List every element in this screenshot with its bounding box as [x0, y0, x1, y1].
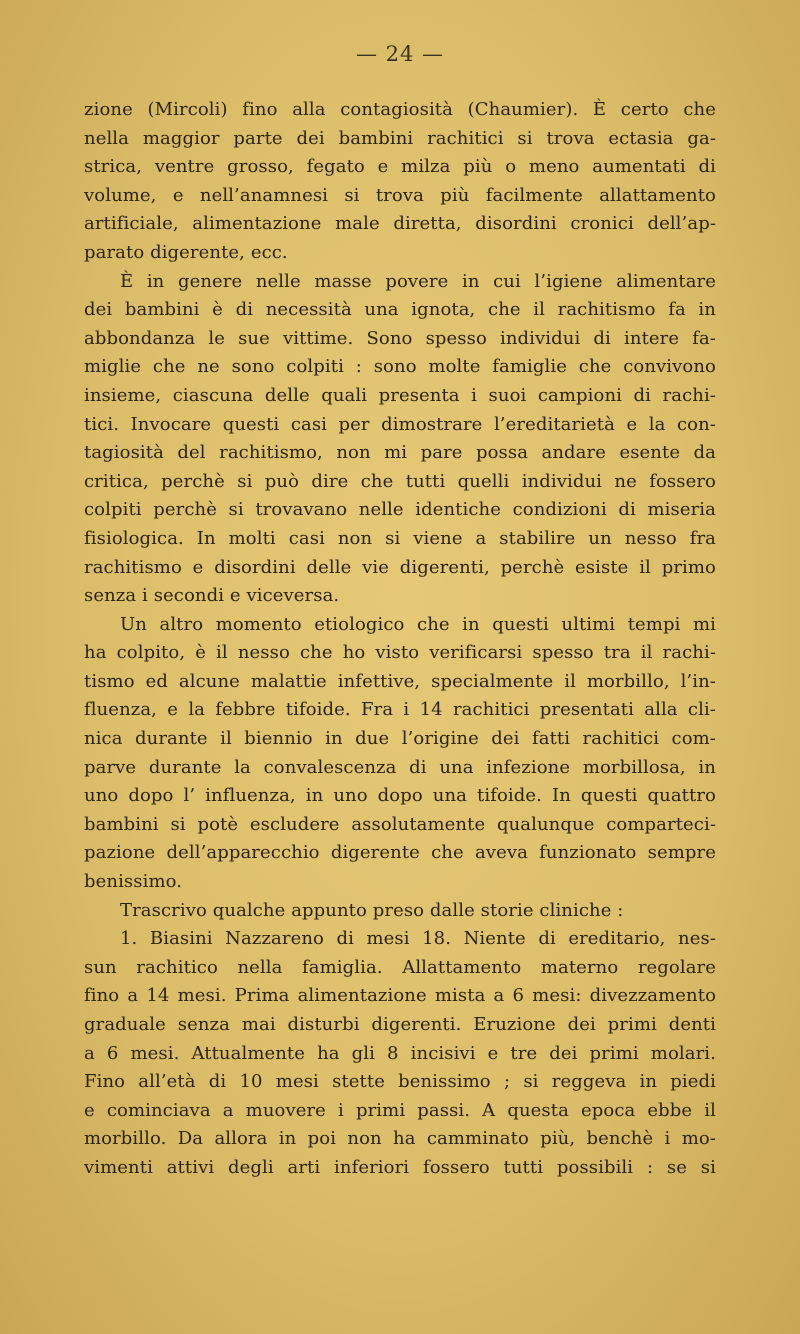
- paragraph-5: [84, 925, 716, 1182]
- text-line: 1. Biasini Nazzareno di mesi 18. Niente di ereditario, nes-: [120, 928, 716, 950]
- text-line: ha colpito, è il nesso che ho visto verificarsi spesso tra il rachi-: [84, 642, 716, 664]
- text-line: critica, perchè si può dire che tutti quelli individui ne fossero: [84, 470, 716, 492]
- text-line: e cominciava a muovere i primi passi. A questa epoca ebbe il: [84, 1099, 716, 1121]
- text-line: fluenza, e la febbre tifoide. Fra i 14 rachitici presentati alla cli-: [84, 699, 716, 721]
- text-line: benissimo.: [84, 871, 183, 893]
- text-line: Fino all’età di 10 mesi stette benissimo ; si reggeva in piedi: [84, 1071, 716, 1093]
- text-line: parve durante la convalescenza di una infezione morbillosa, in: [84, 756, 716, 778]
- text-line: colpiti perchè si trovavano nelle identiche condizioni di miseria: [84, 499, 716, 521]
- text-line: parato digerente, ecc.: [84, 241, 288, 263]
- text-line: sun rachitico nella famiglia. Allattamento materno regolare: [84, 956, 716, 978]
- text-line: tagiosità del rachitismo, non mi pare possa andare esente da: [84, 442, 716, 464]
- text-line: nica durante il biennio in due l’origine dei fatti rachitici com-: [84, 728, 716, 750]
- text-line: Un altro momento etiologico che in questi ultimi tempi mi: [120, 613, 716, 635]
- paragraph-4: [84, 897, 716, 926]
- text-line: dei bambini è di necessità una ignota, che il rachitismo fa in: [84, 299, 716, 321]
- text-line: rachitismo e disordini delle vie digerenti, perchè esiste il primo: [84, 556, 716, 578]
- text-line: bambini si potè escludere assolutamente qualunque comparteci-: [84, 813, 716, 835]
- text-line: abbondanza le sue vittime. Sono spesso individui di intere fa-: [84, 327, 716, 349]
- text-line: strica, ventre grosso, fegato e milza più o meno aumentati di: [84, 156, 716, 178]
- text-line: uno dopo l’ influenza, in uno dopo una tifoide. In questi quattro: [84, 785, 716, 807]
- text-line: fisiologica. In molti casi non si viene a stabilire un nesso fra: [84, 527, 716, 549]
- text-line: insieme, ciascuna delle quali presenta i suoi campioni di rachi-: [84, 384, 716, 406]
- text-line: zione (Mircoli) fino alla contagiosità (Chaumier). È certo che: [84, 99, 716, 120]
- text-line: volume, e nell’anamnesi si trova più facilmente allattamento: [84, 184, 716, 206]
- text-line: Trascrivo qualche appunto preso dalle storie cliniche :: [120, 899, 624, 921]
- text-line: graduale senza mai disturbi digerenti. Eruzione dei primi denti: [84, 1014, 716, 1035]
- text-line: miglie che ne sono colpiti : sono molte famiglie che convivono: [84, 356, 716, 378]
- text-line: a 6 mesi. Attualmente ha gli 8 incisivi e tre dei primi molari.: [84, 1042, 716, 1064]
- text-line: pazione dell’apparecchio digerente che aveva funzionato sempre: [84, 842, 716, 864]
- paragraph-3: [84, 611, 716, 897]
- text-line: vimenti attivi degli arti inferiori fossero tutti possibili : se si: [84, 1156, 716, 1178]
- text-line: fino a 14 mesi. Prima alimentazione mista a 6 mesi: divezzamento: [84, 985, 716, 1007]
- paragraph-1: [84, 96, 716, 268]
- text-line: artificiale, alimentazione male diretta, disordini cronici dell’ap-: [84, 213, 716, 235]
- page-number: — 24 —: [355, 42, 445, 66]
- paragraph-2: [84, 268, 716, 611]
- text-line: È in genere nelle masse povere in cui l’igiene alimentare: [120, 270, 716, 292]
- body-text: [84, 96, 716, 1183]
- text-line: nella maggior parte dei bambini rachitici si trova ectasia ga-: [84, 127, 716, 149]
- text-line: senza i secondi e viceversa.: [84, 585, 340, 607]
- text-line: morbillo. Da allora in poi non ha camminato più, benchè i mo-: [84, 1128, 716, 1150]
- text-line: tici. Invocare questi casi per dimostrare l’ereditarietà e la con-: [84, 413, 716, 435]
- text-line: tismo ed alcune malattie infettive, specialmente il morbillo, l’in-: [84, 670, 716, 692]
